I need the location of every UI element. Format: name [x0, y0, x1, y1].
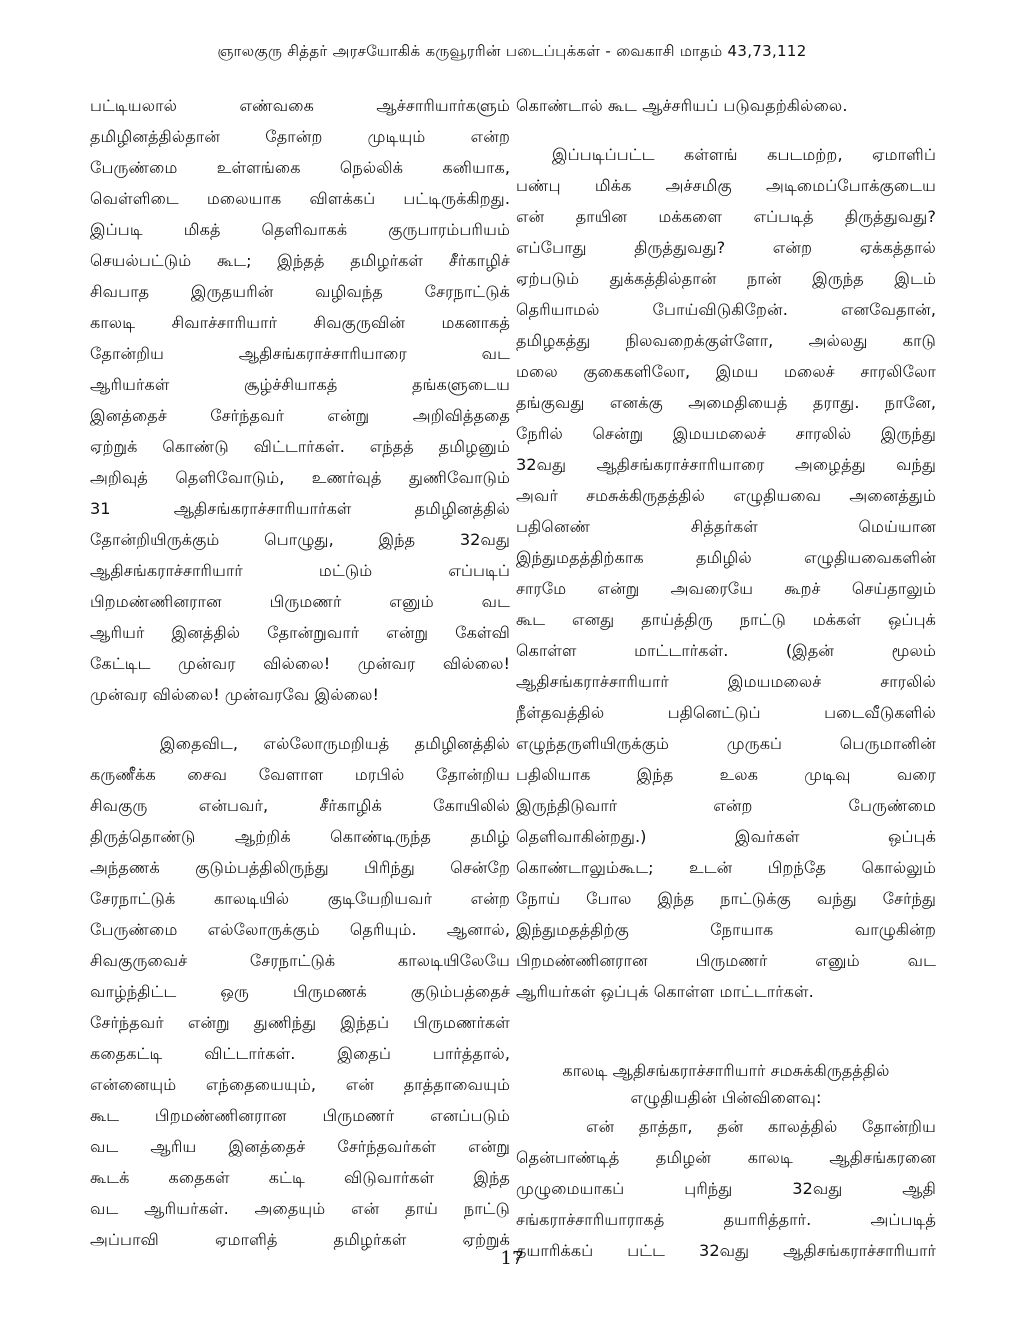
text-line: என்னையும் எந்தையையும், என் தாத்தாவையும் [90, 1075, 510, 1094]
text-line: இருந்திடுவார் என்ற பேருண்மை [516, 796, 936, 815]
text-line: காலடி சிவாச்சாரியார் சிவகுருவின் மகனாகத் [90, 313, 510, 332]
text-line: சேர்ந்தவர் என்று துணிந்து இந்தப் பிருமணர்கள் [90, 1013, 510, 1032]
text-line: தெளிவாகின்றது.) இவர்கள் ஒப்புக் [516, 827, 936, 846]
text-line: தென்பாண்டித் தமிழன் காலடி ஆதிசங்கரனை [516, 1148, 936, 1167]
text-line: பண்பு மிக்க அச்சமிகு அடிமைப்போக்குடைய [516, 176, 936, 195]
section-heading [516, 1057, 936, 1111]
text-line: சேரநாட்டுக் காலடியில் குடியேறியவர் என்ற [90, 889, 510, 908]
left-paragraph-1 [90, 90, 510, 710]
text-line: முன்வர வில்லை! முன்வரவே இல்லை! [90, 685, 379, 704]
text-line: செயல்பட்டும் கூட; இந்தத் தமிழர்கள் சீர்காழிச் [90, 251, 510, 270]
text-line: முழுமையாகப் புரிந்து 32வது ஆதி [516, 1179, 936, 1198]
text-line: ஆரியர்கள் சூழ்ச்சியாகத் தங்களுடைய [90, 375, 510, 394]
text-line: 31 ஆதிசங்கராச்சாரியார்கள் தமிழினத்தில் [90, 499, 510, 518]
right-first-line: கொண்டால் கூட ஆச்சரியப் படுவதற்கில்லை. [516, 96, 848, 115]
text-line: ஆதிசங்கராச்சாரியார் இமயமலைச் சாரலில் [516, 672, 936, 691]
text-line: தெரியாமல் போய்விடுகிறேன். எனவேதான், [516, 300, 936, 319]
heading-line: எழுதியதின் பின்விளைவு: [630, 1088, 822, 1107]
text-line: இப்படி மிகத் தெளிவாகக் குருபாரம்பரியம் [90, 220, 510, 239]
text-line: இனத்தைச் சேர்ந்தவர் என்று அறிவித்ததை [90, 406, 510, 425]
text-line: வெள்ளிடை மலையாக விளக்கப் பட்டிருக்கிறது. [90, 189, 510, 208]
left-column [90, 90, 510, 1255]
text-line: நோய் போல இந்த நாட்டுக்கு வந்து சேர்ந்து [516, 889, 936, 908]
text-line: கதைகட்டி விட்டார்கள். இதைப் பார்த்தால், [90, 1044, 510, 1063]
text-line: திருத்தொண்டு ஆற்றிக் கொண்டிருந்த தமிழ் [90, 827, 510, 846]
text-line: கருணீக்க சைவ வேளாள மரபில் தோன்றிய [90, 765, 510, 784]
heading-line: காலடி ஆதிசங்கராச்சாரியார் சமசுக்கிருதத்தில் [562, 1061, 890, 1080]
text-line: இதைவிட, எல்லோருமறியத் தமிழினத்தில் [160, 734, 510, 753]
text-line: வாழ்ந்திட்ட ஒரு பிருமணக் குடும்பத்தைச் [90, 982, 510, 1001]
text-line: எப்போது திருத்துவது? என்ற ஏக்கத்தால் [516, 238, 936, 257]
text-line: தமிழகத்து நிலவறைக்குள்ளோ, அல்லது காடு [516, 331, 936, 350]
text-line: கொண்டாலும்கூட; உடன் பிறந்தே கொல்லும் [516, 858, 936, 877]
text-line: பதினெண் சித்தர்கள் மெய்யான [516, 517, 936, 536]
text-line: 32வது ஆதிசங்கராச்சாரியாரை அழைத்து வந்து [516, 455, 936, 474]
text-line: எழுந்தருளியிருக்கும் முருகப் பெருமானின் [516, 734, 936, 753]
text-line: தோன்றிய ஆதிசங்கராச்சாரியாரை வட [90, 344, 510, 363]
text-line: தங்குவது எனக்கு அமைதியைத் தராது. நானே, [516, 393, 936, 412]
text-line: பேருண்மை எல்லோருக்கும் தெரியும். ஆனால், [90, 920, 510, 939]
text-line: வட ஆரிய இனத்தைச் சேர்ந்தவர்கள் என்று [90, 1137, 510, 1156]
right-paragraph-2 [516, 1111, 936, 1266]
text-line: அவர் சமசுக்கிருதத்தில் எழுதியவை அனைத்தும் [516, 486, 936, 505]
running-header: ஞாலகுரு சித்தர் அரசயோகிக் கருவூரரின் படைப்புக்கள் - வைகாசி மாதம் 43,73,112 [217, 42, 807, 60]
text-line: சிவபாத இருதயரின் வழிவந்த சேரநாட்டுக் [90, 282, 510, 301]
text-line: சங்கராச்சாரியாராகத் தயாரித்தார். அப்படித் [516, 1210, 936, 1229]
right-column [516, 90, 936, 1266]
text-line: வட ஆரியர்கள். அதையும் என் தாய் நாட்டு [90, 1199, 510, 1218]
left-paragraph-2 [90, 728, 510, 1255]
text-line: பதிலியாக இந்த உலக முடிவு வரை [516, 765, 936, 784]
text-line: கூட எனது தாய்த்திரு நாட்டு மக்கள் ஒப்புக் [516, 610, 936, 629]
text-line: சாரமே என்று அவரையே கூறச் செய்தாலும் [516, 579, 936, 598]
text-line: பேருண்மை உள்ளங்கை நெல்லிக் கனியாக, [90, 158, 510, 177]
text-line: என் தாத்தா, தன் காலத்தில் தோன்றிய [586, 1117, 936, 1136]
text-line: மலை குகைகளிலோ, இமய மலைச் சாரலிலோ [516, 362, 936, 381]
text-line: சிவகுருவைச் சேரநாட்டுக் காலடியிலேயே [90, 951, 510, 970]
text-line: அப்பாவி ஏமாளித் தமிழர்கள் ஏற்றுக் [90, 1230, 510, 1249]
text-line: அந்தணக் குடும்பத்திலிருந்து பிரிந்து சென்றே [90, 858, 510, 877]
text-line: சிவகுரு என்பவர், சீர்காழிக் கோயிலில் [90, 796, 510, 815]
text-line: தமிழினத்தில்தான் தோன்ற முடியும் என்ற [90, 127, 510, 146]
text-line: என் தாயின மக்களை எப்படித் திருத்துவது? [516, 207, 936, 226]
text-line: பட்டியலால் எண்வகை ஆச்சாரியார்களும் [90, 96, 510, 115]
text-line: ஏற்படும் துக்கத்தில்தான் நான் இருந்த இடம் [516, 269, 936, 288]
text-line: இந்துமதத்திற்கு நோயாக வாழுகின்ற [516, 920, 936, 939]
right-paragraph-1 [516, 139, 936, 1007]
text-line: ஆரியர்கள் ஒப்புக் கொள்ள மாட்டார்கள். [516, 982, 814, 1001]
text-line: ஏற்றுக் கொண்டு விட்டார்கள். எந்தத் தமிழனும் [90, 437, 510, 456]
text-line: இப்படிப்பட்ட கள்ளங் கபடமற்ற, ஏமாளிப் [552, 145, 936, 164]
text-line: இந்துமதத்திற்காக தமிழில் எழுதியவைகளின் [516, 548, 936, 567]
text-line: பிறமண்ணினரான பிருமணர் எனும் வட [90, 592, 510, 611]
text-line: தயாரிக்கப் பட்ட 32வது ஆதிசங்கராச்சாரியார் [516, 1241, 936, 1260]
text-line: நேரில் சென்று இமயமலைச் சாரலில் இருந்து [516, 424, 936, 443]
text-line: கேட்டிட முன்வர வில்லை! முன்வர வில்லை! [90, 654, 510, 673]
text-line: ஆதிசங்கராச்சாரியார் மட்டும் எப்படிப் [90, 561, 510, 580]
text-line: அறிவுத் தெளிவோடும், உணர்வுத் துணிவோடும் [90, 468, 510, 487]
text-line: ஆரியர் இனத்தில் தோன்றுவார் என்று கேள்வி [90, 623, 510, 642]
text-line: நீள்தவத்தில் பதினெட்டுப் படைவீடுகளில் [516, 703, 936, 722]
text-line: கொள்ள மாட்டார்கள். (இதன் மூலம் [516, 641, 936, 660]
text-line: பிறமண்ணினரான பிருமணர் எனும் வட [516, 951, 936, 970]
page-number: 17 [500, 1248, 524, 1269]
text-line: கூடக் கதைகள் கட்டி விடுவார்கள் இந்த [90, 1168, 510, 1187]
text-line: தோன்றியிருக்கும் பொழுது, இந்த 32வது [90, 530, 510, 549]
text-line: கூட பிறமண்ணினரான பிருமணர் எனப்படும் [90, 1106, 510, 1125]
